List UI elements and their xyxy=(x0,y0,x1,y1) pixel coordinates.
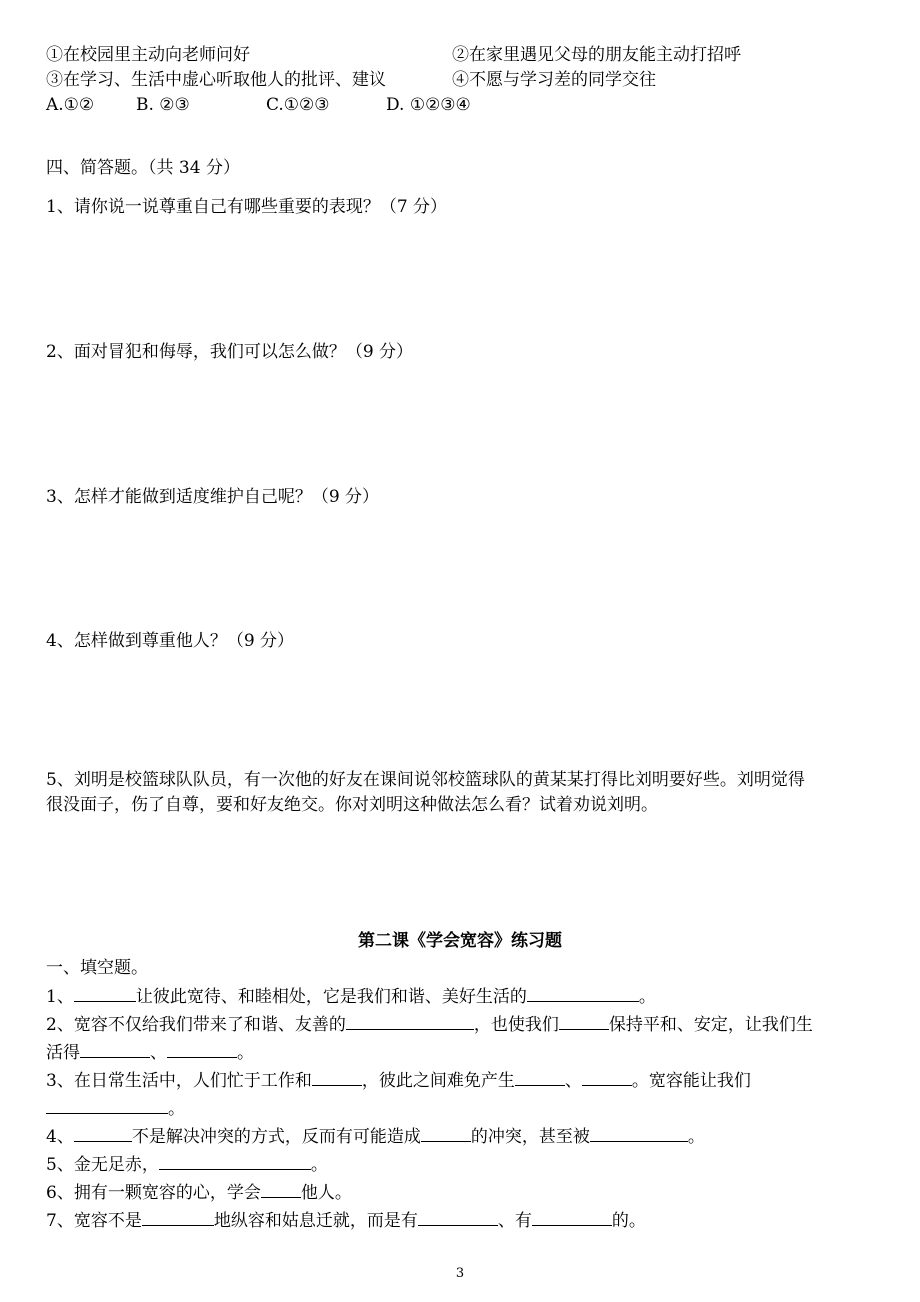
blank[interactable] xyxy=(582,1069,632,1086)
section-4-heading: 四、简答题。（共 34 分） xyxy=(46,158,240,178)
blank[interactable] xyxy=(167,1041,237,1058)
fill-in-heading: 一、填空题。 xyxy=(46,958,148,978)
blank[interactable] xyxy=(46,1097,168,1114)
blank[interactable] xyxy=(74,985,136,1002)
fill-item-4: 4、 不是解决冲突的方式，反而有可能造成 的冲突，甚至被 。 xyxy=(46,1127,705,1147)
question-5-line-2: 很没面子，伤了自尊，要和好友绝交。你对刘明这种做法怎么看？试着劝说刘明。 xyxy=(46,795,658,815)
blank[interactable] xyxy=(418,1209,498,1226)
choice-item-2: ②在家里遇见父母的朋友能主动打招呼 xyxy=(452,45,741,65)
option-d: D. ①②③④ xyxy=(386,95,471,115)
question-5-line-1: 5、刘明是校篮球队队员，有一次他的好友在课间说邻校篮球队的黄某某打得比刘明要好些。刘明觉得 xyxy=(46,770,805,790)
blank[interactable] xyxy=(261,1181,301,1198)
fill-item-1: 1、 让彼此宽待、和睦相处，它是我们和谐、美好生活的 。 xyxy=(46,987,656,1007)
blank[interactable] xyxy=(312,1069,362,1086)
option-c: C.①②③ xyxy=(266,95,330,115)
blank[interactable] xyxy=(532,1209,612,1226)
blank[interactable] xyxy=(80,1041,150,1058)
blank[interactable] xyxy=(590,1125,688,1142)
question-3: 3、怎样才能做到适度维护自己呢？（9 分） xyxy=(46,487,380,507)
fill-item-6: 6、拥有一颗宽容的心，学会 他人。 xyxy=(46,1183,352,1203)
fill-item-3-line-2: 。 xyxy=(46,1097,185,1120)
blank[interactable] xyxy=(346,1013,474,1030)
lesson-2-title: 第二课《学会宽容》练习题 xyxy=(358,931,562,951)
fill-item-5: 5、金无足赤， 。 xyxy=(46,1155,328,1175)
fill-item-3-line-1: 3、在日常生活中，人们忙于工作和 ，彼此之间难免产生 、 。宽容能让我们 xyxy=(46,1071,751,1091)
option-a: A.①② xyxy=(46,95,95,115)
choice-item-1: ①在校园里主动向老师问好 xyxy=(46,45,250,65)
page-number: 3 xyxy=(455,1266,465,1281)
question-2: 2、面对冒犯和侮辱，我们可以怎么做？（9 分） xyxy=(46,342,414,362)
fill-item-2-line-2: 活得 、 。 xyxy=(46,1043,254,1063)
blank[interactable] xyxy=(159,1153,311,1170)
blank[interactable] xyxy=(559,1013,609,1030)
fill-item-2-line-1: 2、宽容不仅给我们带来了和谐、友善的 ，也使我们 保持平和、安定，让我们生 xyxy=(46,1015,813,1035)
choice-item-3: ③在学习、生活中虚心听取他人的批评、建议 xyxy=(46,70,386,90)
option-b: B. ②③ xyxy=(136,95,190,115)
question-1: 1、请你说一说尊重自己有哪些重要的表现？（7 分） xyxy=(46,197,448,217)
choice-options xyxy=(46,94,471,116)
blank[interactable] xyxy=(74,1125,132,1142)
choice-item-4: ④不愿与学习差的同学交往 xyxy=(452,70,656,90)
blank[interactable] xyxy=(527,985,639,1002)
blank[interactable] xyxy=(515,1069,565,1086)
blank[interactable] xyxy=(142,1209,214,1226)
blank[interactable] xyxy=(421,1125,471,1142)
question-4: 4、怎样做到尊重他人？（9 分） xyxy=(46,631,295,651)
fill-item-7: 7、宽容不是 地纵容和姑息迁就，而是有 、有 的。 xyxy=(46,1211,646,1231)
